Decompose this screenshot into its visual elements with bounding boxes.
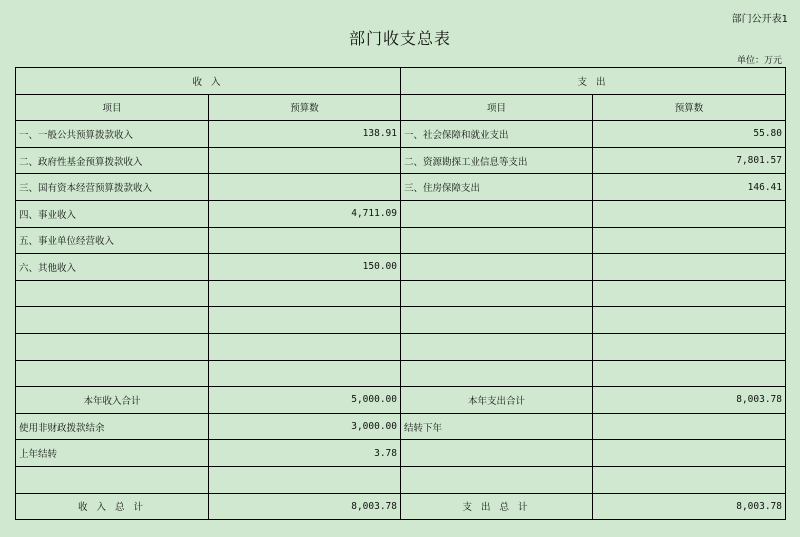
income-item-cell [16, 466, 209, 493]
table-row [16, 174, 786, 201]
income-item-cell [16, 360, 209, 387]
expense-item-cell: 支 出 总 计 [401, 493, 593, 520]
expense-value-cell [593, 254, 786, 281]
expense-value-cell: 8,003.78 [593, 387, 786, 414]
table-row [16, 440, 786, 467]
income-item-cell [16, 280, 209, 307]
table-row [16, 254, 786, 281]
income-item-cell: 六、其他收入 [16, 254, 209, 281]
table-row [16, 307, 786, 334]
income-item-cell: 收 入 总 计 [16, 493, 209, 520]
income-value-cell: 150.00 [209, 254, 401, 281]
income-value-cell [209, 174, 401, 201]
form-number: 部门公开表1 [731, 14, 788, 25]
income-value-cell [209, 227, 401, 254]
income-item-cell: 上年结转 [16, 440, 209, 467]
table-row [16, 121, 786, 148]
expense-item-cell [401, 307, 593, 334]
table-row [16, 200, 786, 227]
expense-item-cell: 一、社会保障和就业支出 [401, 121, 593, 148]
expense-item-cell [401, 227, 593, 254]
expense-item-cell: 本年支出合计 [401, 387, 593, 414]
income-item-cell: 一、一般公共预算拨款收入 [16, 121, 209, 148]
expense-item-cell [401, 280, 593, 307]
income-item-header: 项目 [16, 94, 209, 121]
expense-value-cell [593, 280, 786, 307]
expense-value-cell [593, 440, 786, 467]
income-value-cell [209, 360, 401, 387]
expense-item-cell: 三、住房保障支出 [401, 174, 593, 201]
income-value-cell: 8,003.78 [209, 493, 401, 520]
expense-value-cell [593, 413, 786, 440]
table-row [16, 466, 786, 493]
budget-table [15, 67, 786, 520]
income-value-cell: 3,000.00 [209, 413, 401, 440]
total-row [16, 493, 786, 520]
income-budget-header: 预算数 [209, 94, 401, 121]
income-item-cell [16, 333, 209, 360]
expense-item-cell [401, 200, 593, 227]
income-value-cell [209, 466, 401, 493]
income-item-cell [16, 307, 209, 334]
income-item-cell: 本年收入合计 [16, 387, 209, 414]
income-item-cell: 五、事业单位经营收入 [16, 227, 209, 254]
expense-value-cell [593, 360, 786, 387]
expense-value-cell [593, 333, 786, 360]
section-header-row [16, 68, 786, 95]
income-value-cell [209, 147, 401, 174]
table-row [16, 147, 786, 174]
income-value-cell: 4,711.09 [209, 200, 401, 227]
expense-item-cell: 二、资源勘探工业信息等支出 [401, 147, 593, 174]
income-value-cell [209, 280, 401, 307]
expense-item-cell [401, 466, 593, 493]
expense-value-cell: 7,801.57 [593, 147, 786, 174]
income-item-cell: 二、政府性基金预算拨款收入 [16, 147, 209, 174]
expense-item-cell [401, 440, 593, 467]
income-item-cell: 使用非财政拨款结余 [16, 413, 209, 440]
income-item-cell: 三、国有资本经营预算拨款收入 [16, 174, 209, 201]
expense-item-cell [401, 360, 593, 387]
table-row [16, 360, 786, 387]
expense-header: 支 出 [401, 68, 786, 95]
expense-value-cell: 8,003.78 [593, 493, 786, 520]
table-row [16, 333, 786, 360]
income-value-cell: 3.78 [209, 440, 401, 467]
expense-item-header: 项目 [401, 94, 593, 121]
income-value-cell [209, 333, 401, 360]
expense-value-cell [593, 200, 786, 227]
expense-value-cell: 55.80 [593, 121, 786, 148]
expense-value-cell [593, 227, 786, 254]
expense-item-cell [401, 333, 593, 360]
income-header: 收 入 [16, 68, 401, 95]
income-value-cell [209, 307, 401, 334]
table-row [16, 413, 786, 440]
expense-value-cell: 146.41 [593, 174, 786, 201]
expense-value-cell [593, 466, 786, 493]
subtotal-row [16, 387, 786, 414]
expense-item-cell: 结转下年 [401, 413, 593, 440]
unit-label: 单位：万元 [736, 56, 782, 66]
expense-budget-header: 预算数 [593, 94, 786, 121]
income-item-cell: 四、事业收入 [16, 200, 209, 227]
column-header-row [16, 94, 786, 121]
table-row [16, 280, 786, 307]
table-row [16, 227, 786, 254]
expense-item-cell [401, 254, 593, 281]
expense-value-cell [593, 307, 786, 334]
page-title: 部门收支总表 [348, 29, 451, 48]
income-value-cell: 5,000.00 [209, 387, 401, 414]
income-value-cell: 138.91 [209, 121, 401, 148]
